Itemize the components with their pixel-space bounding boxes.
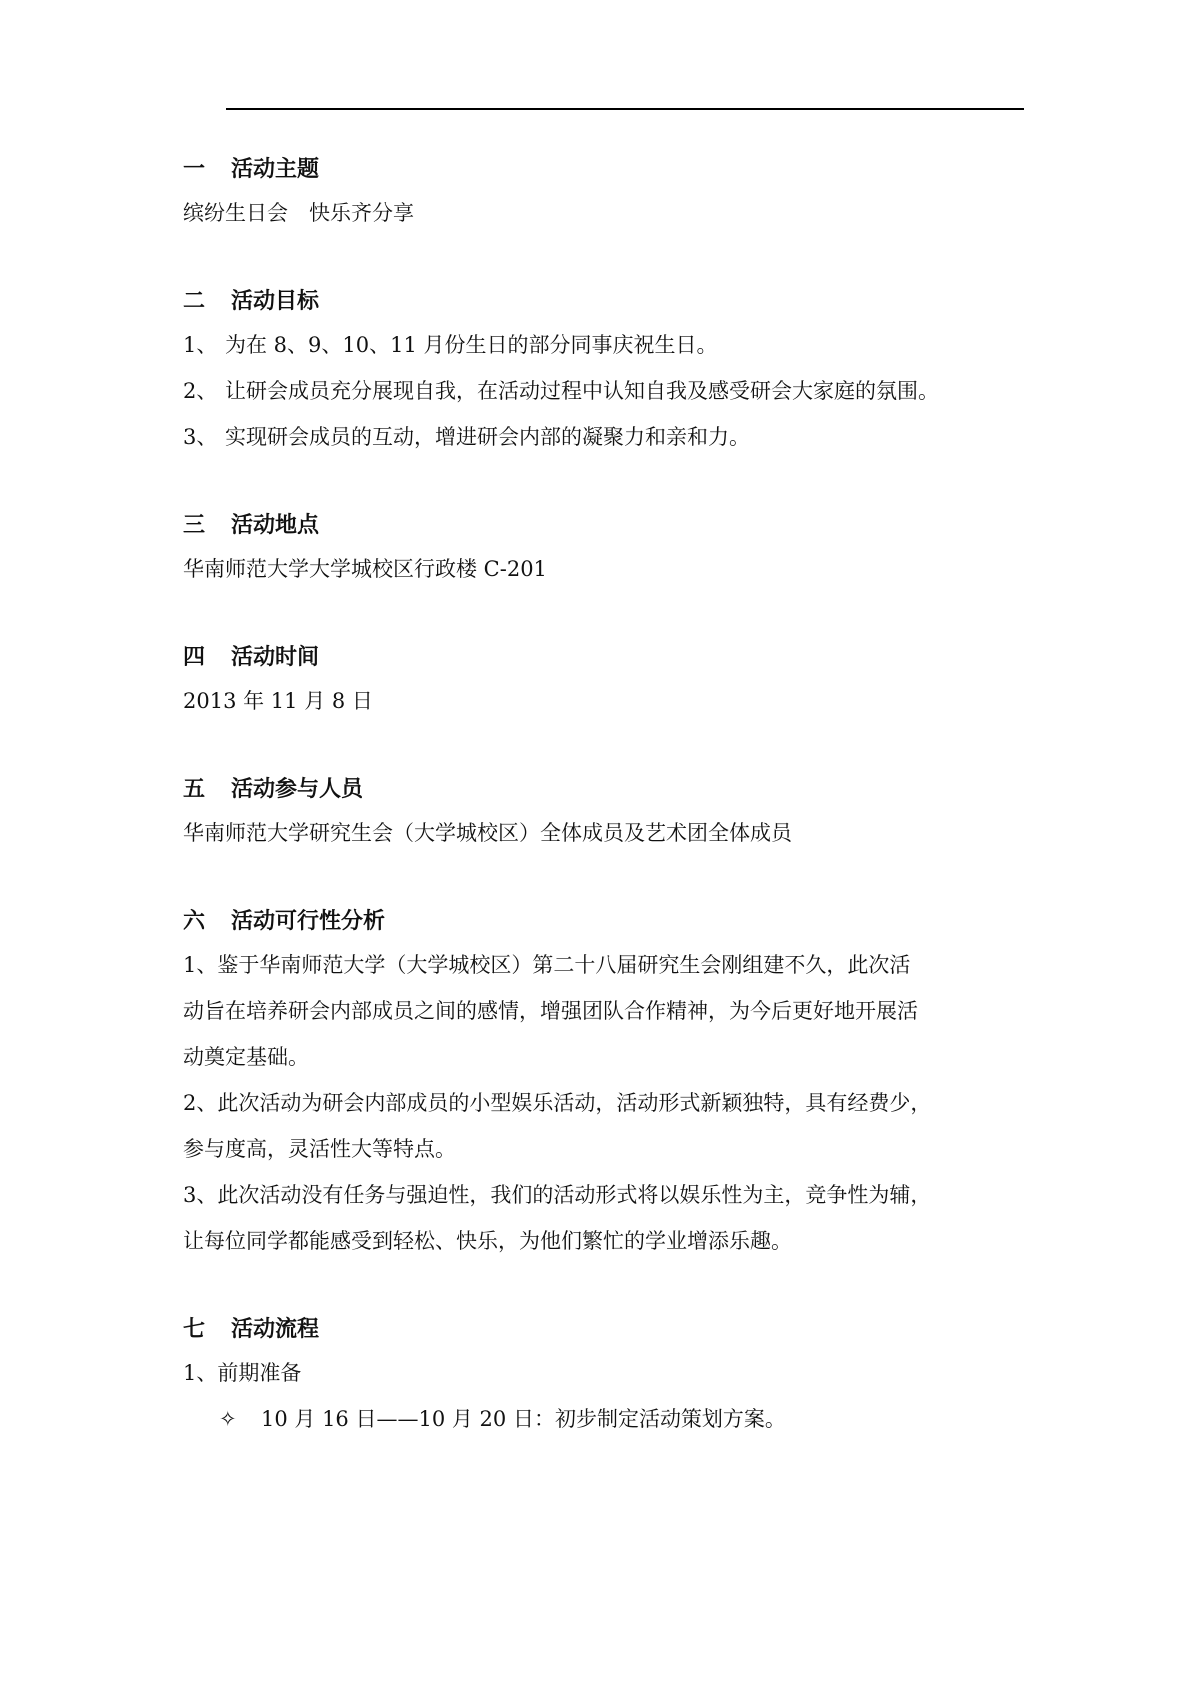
section-content: 华南师范大学大学城校区行政楼 C-201	[183, 557, 547, 581]
paragraph-line: 参与度高，灵活性大等特点。	[183, 1137, 456, 1161]
section-title: 活动可行性分析	[231, 909, 386, 934]
section-title: 活动参与人员	[231, 777, 364, 802]
bullet-item	[183, 1396, 1043, 1442]
section-title: 活动流程	[231, 1317, 320, 1342]
list-item-text: 实现研会成员的互动，增进研会内部的凝聚力和亲和力。	[225, 425, 750, 449]
section-content: 缤纷生日会 快乐齐分享	[183, 201, 414, 225]
section-number: 七	[183, 1317, 206, 1342]
paragraph-line: 让每位同学都能感受到轻松、快乐，为他们繁忙的学业增添乐趣。	[183, 1229, 792, 1253]
paragraph-line: 1、鉴于华南师范大学（大学城校区）第二十八届研究生会刚组建不久，此次活	[183, 953, 911, 977]
paragraph	[183, 1172, 1043, 1264]
list-item-text: 让研会成员充分展现自我，在活动过程中认知自我及感受研会大家庭的氛围。	[225, 379, 939, 403]
section-feasibility	[183, 902, 1043, 1264]
paragraph-line: 动奠定基础。	[183, 1045, 309, 1069]
section-participants	[183, 770, 1043, 856]
section-heading	[183, 770, 1043, 810]
list-item-number: 2、	[183, 379, 218, 403]
list-item-text: 为在 8、9、10、11 月份生日的部分同事庆祝生日。	[225, 333, 718, 357]
section-number: 四	[183, 645, 206, 670]
section-content: 华南师范大学研究生会（大学城校区）全体成员及艺术团全体成员	[183, 821, 792, 845]
section-number: 二	[183, 289, 206, 314]
list-item-number: 3、	[183, 425, 218, 449]
section-heading	[183, 506, 1043, 546]
section-heading	[183, 1310, 1043, 1350]
section-content: 2013 年 11 月 8 日	[183, 689, 373, 713]
section-number: 三	[183, 513, 206, 538]
section-title: 活动目标	[231, 289, 320, 314]
section-theme	[183, 150, 1043, 236]
list-item	[183, 414, 1043, 460]
section-title: 活动地点	[231, 513, 320, 538]
header-rule	[226, 108, 1024, 110]
section-process	[183, 1310, 1043, 1442]
diamond-bullet-icon: ✧	[219, 1407, 237, 1431]
paragraph-line: 2、此次活动为研会内部成员的小型娱乐活动，活动形式新颖独特，具有经费少，	[183, 1091, 932, 1115]
section-location	[183, 506, 1043, 592]
section-goals	[183, 282, 1043, 460]
paragraph	[183, 942, 1043, 1080]
section-number: 六	[183, 909, 206, 934]
paragraph-line: 动旨在培养研会内部成员之间的感情，增强团队合作精神，为今后更好地开展活	[183, 999, 918, 1023]
paragraph	[183, 1080, 1043, 1172]
section-title: 活动主题	[231, 157, 320, 182]
list-item-number: 1、	[183, 333, 218, 357]
section-time	[183, 638, 1043, 724]
section-heading	[183, 638, 1043, 678]
list-item	[183, 322, 1043, 368]
document-body	[183, 150, 1043, 1442]
section-heading	[183, 150, 1043, 190]
section-number: 一	[183, 157, 206, 182]
section-heading	[183, 902, 1043, 942]
section-title: 活动时间	[231, 645, 320, 670]
bullet-text: 10 月 16 日——10 月 20 日：初步制定活动策划方案。	[261, 1407, 786, 1431]
subsection-title: 1、前期准备	[183, 1361, 302, 1385]
paragraph-line: 3、此次活动没有任务与强迫性，我们的活动形式将以娱乐性为主，竞争性为辅，	[183, 1183, 932, 1207]
section-number: 五	[183, 777, 206, 802]
section-heading	[183, 282, 1043, 322]
list-item	[183, 368, 1043, 414]
